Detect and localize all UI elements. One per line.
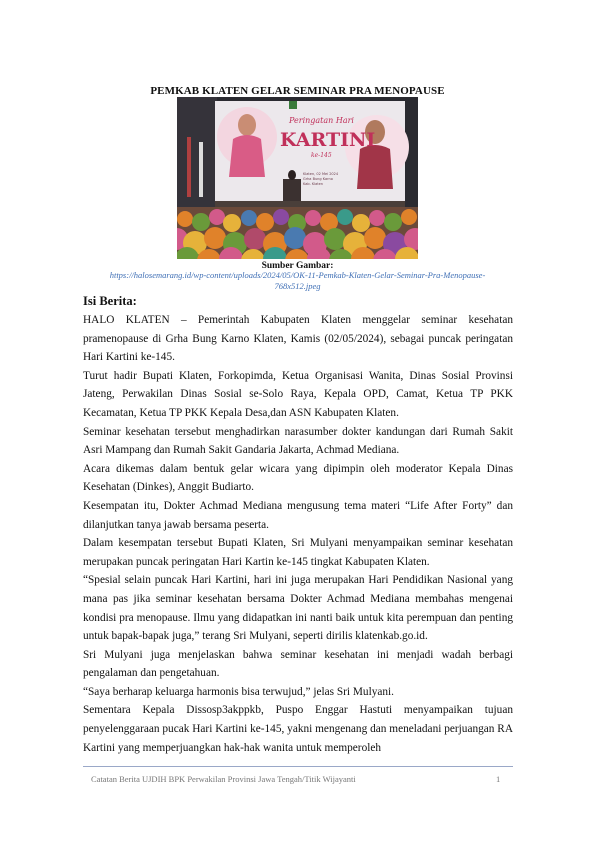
paragraph: Turut hadir Bupati Klaten, Forkopimda, Ketua Organisasi Wanita, Dinas Sosial Provinsi Jateng, Perwakilan Dinas Sosial se-Solo Raya, Kepala OPD, Camat, Ketua TP PKK Kecamatan, Ketua TP PKK Kepala Desa,dan ASN Kabupaten Klaten. [83,369,513,419]
paragraph: Sri Mulyani juga menjelaskan bahwa seminar kesehatan ini menjadi wadah berbagi pengalaman dan pengetahuan. [83,648,513,680]
banner-info-line-1: Klaten, 02 Mei 2024 [303,172,339,176]
image-caption-label: Sumber Gambar: [261,261,334,271]
paragraph: HALO KLATEN – Pemerintah Kabupaten Klaten menggelar seminar kesehatan pramenopause di Grha Bung Karno Klaten, Kamis (02/05/2024), sebagai puncak peringatan Hari Kartini ke-145. [83,314,513,364]
banner-info-line-3: Kab. Klaten [303,182,323,186]
article-photo [177,97,418,259]
footer-divider [83,766,513,767]
paragraph: “Spesial selain puncak Hari Kartini, hari ini juga merupakan Hari Pendidikan Nasional yang mana pas jika seminar kesehatan bersama Dokter Achmad Mediana membahas mengenai kondisi pra menopause. Ilmu yang didapatkan ini nanti baik untuk kita perempuan dan penting untuk bapak-bapak juga,” terang Sri Mulyani, seperti dirilis klatenkab.go.id. [83,574,513,643]
page-number: 1 [496,774,501,784]
paragraph: Kesempatan itu, Dokter Achmad Mediana mengusung tema materi “Life After Forty” dan dilanjutkan tanya jawab bersama peserta. [83,499,513,531]
section-label: Isi Berita: [83,294,137,308]
paragraph: Seminar kesehatan tersebut menghadirkan narasumber dokter kandungan dari Rumah Sakit Asri Mampang dan Rumah Sakit Gandaria Jakarta, Achmad Mediana. [83,425,513,457]
banner-info-line-2: Grha Bung Karno [303,177,333,181]
article-title: PEMKAB KLATEN GELAR SEMINAR PRA MENOPAUSE [150,85,445,97]
article-body [83,311,513,757]
banner-title-text: KARTINI [280,129,376,151]
paragraph: Acara dikemas dalam bentuk gelar wicara yang dipimpin oleh moderator Kepala Dinas Kesehatan (Dinkes), Anggit Budiarto. [83,462,513,494]
paragraph: “Saya berharap keluarga harmonis bisa terwujud,” jelas Sri Mulyani. [83,685,394,698]
banner-script-text: Peringatan Hari [289,116,354,125]
image-source-link[interactable]: https://halosemarang.id/wp-content/uploads/2024/05/OK-11-Pemkab-Klaten-Gelar-Seminar-Pra-Menopause-768x512.jpeg [109,270,486,291]
paragraph: Sementara Kepala Dissosp3akppkb, Puspo Enggar Hastuti menyampaikan tujuan penyelenggaraan pucak Hari Kartini ke-145, yakni mengenang dan meneladani perjuangan RA Kartini yang memperjuangkan hak-hak wanita untuk memperoleh [83,704,513,754]
footer-text: Catatan Berita UJDIH BPK Perwakilan Provinsi Jawa Tengah/Titik Wijayanti [91,774,356,784]
paragraph: Dalam kesempatan tersebut Bupati Klaten, Sri Mulyani menyampaikan seminar kesehatan merupakan puncak peringatan Hari Kartin ke-145 tingkat Kabupaten Klaten. [83,537,513,568]
banner-subtitle-text: ke-145 [311,152,332,159]
